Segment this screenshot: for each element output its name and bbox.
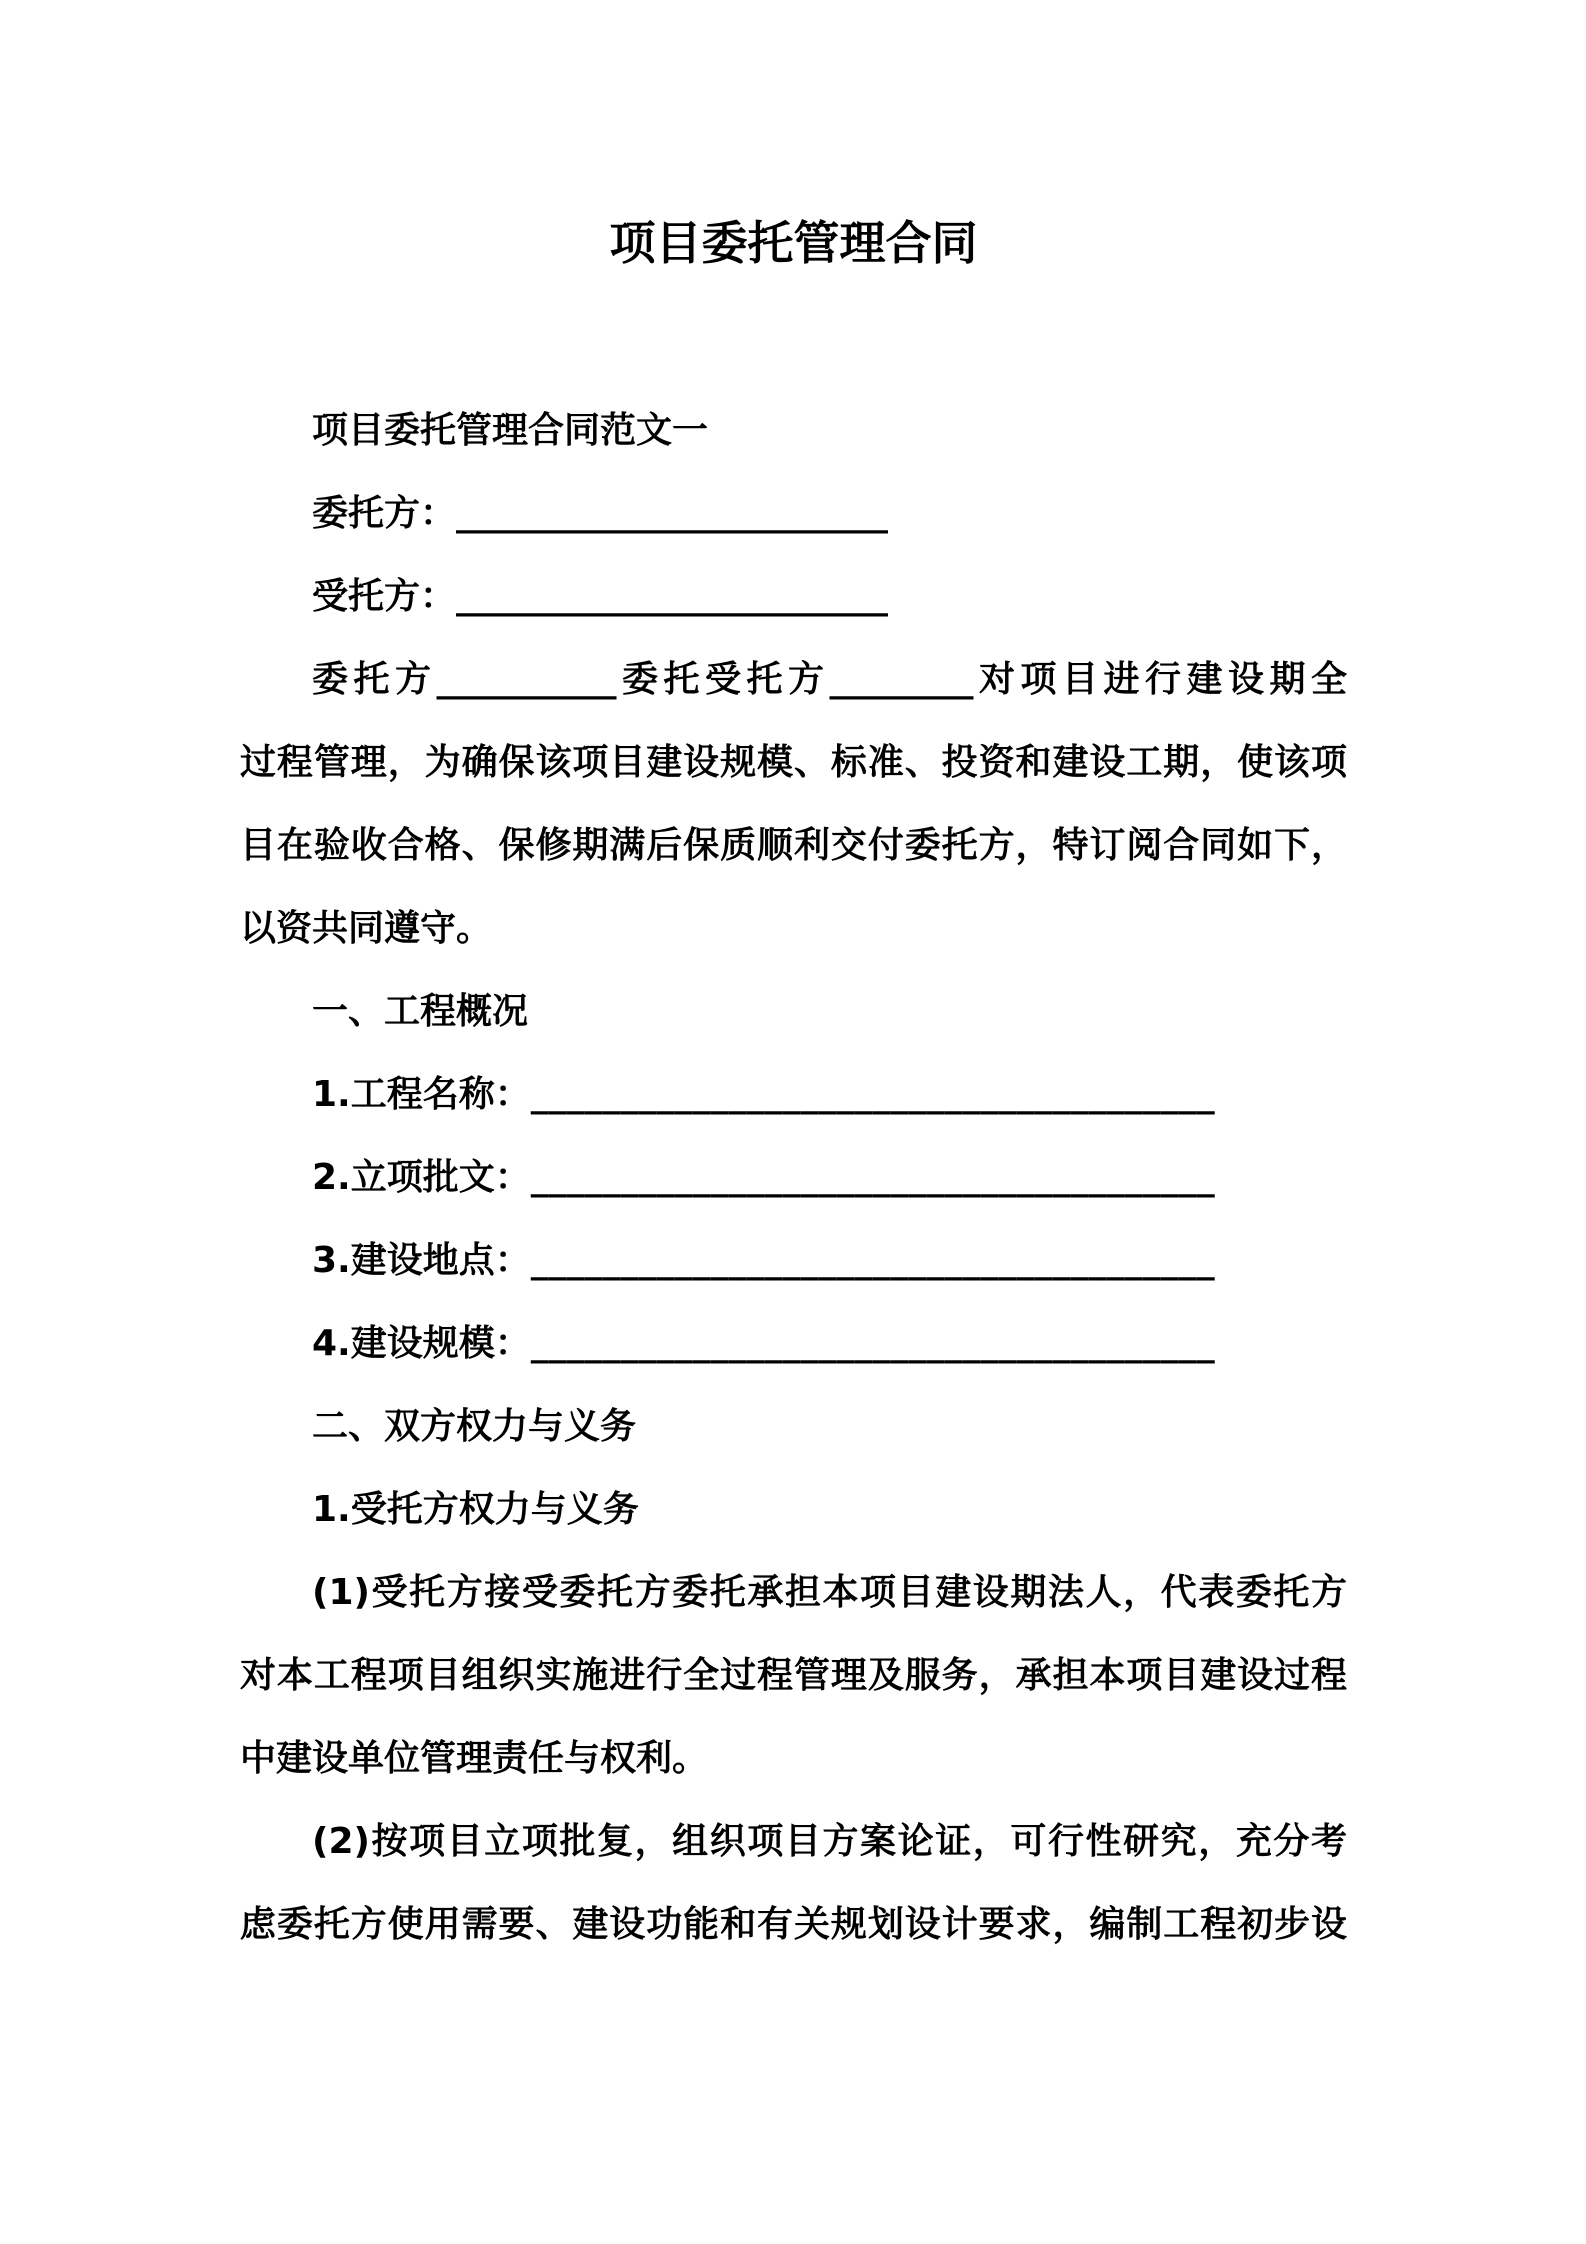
document-line: 目在验收合格、保修期满后保质顺利交付委托方，特订阅合同如下， xyxy=(240,825,1347,866)
document-line: 以资共同遵守。 xyxy=(240,908,493,949)
document-title: 项目委托管理合同 xyxy=(609,216,978,270)
document-line: 1.工程名称：______________________________________ xyxy=(312,1074,1215,1115)
document-line: 3.建设地点：______________________________________ xyxy=(312,1240,1215,1281)
document-line: 过程管理，为确保该项目建设规模、标准、投资和建设工期，使该项 xyxy=(240,742,1347,783)
document-line: 1.受托方权力与义务 xyxy=(312,1489,639,1530)
document-line: (1)受托方接受委托方委托承担本项目建设期法人，代表委托方 xyxy=(312,1572,1347,1613)
document-line: 4.建设规模：______________________________________ xyxy=(312,1323,1215,1364)
document-line: 2.立项批文：______________________________________ xyxy=(312,1157,1215,1198)
document-line: 一、工程概况 xyxy=(312,991,529,1032)
document-body xyxy=(240,389,1347,1966)
document-line: 项目委托管理合同范文一 xyxy=(312,410,709,451)
document-line: 委托方：________________________ xyxy=(312,493,889,534)
document-line: 对本工程项目组织实施进行全过程管理及服务，承担本项目建设过程 xyxy=(240,1655,1347,1696)
document-line: 中建设单位管理责任与权利。 xyxy=(240,1738,709,1779)
document-line: 虑委托方使用需要、建设功能和有关规划设计要求，编制工程初步设 xyxy=(240,1904,1347,1945)
document-line: (2)按项目立项批复，组织项目方案论证，可行性研究，充分考 xyxy=(312,1821,1347,1862)
document-line: 二、双方权力与义务 xyxy=(312,1406,637,1447)
document-lines xyxy=(240,389,1347,1966)
document-line: 委托方__________委托受托方________对项目进行建设期全 xyxy=(312,659,1347,700)
document-line: 受托方：________________________ xyxy=(312,576,889,617)
